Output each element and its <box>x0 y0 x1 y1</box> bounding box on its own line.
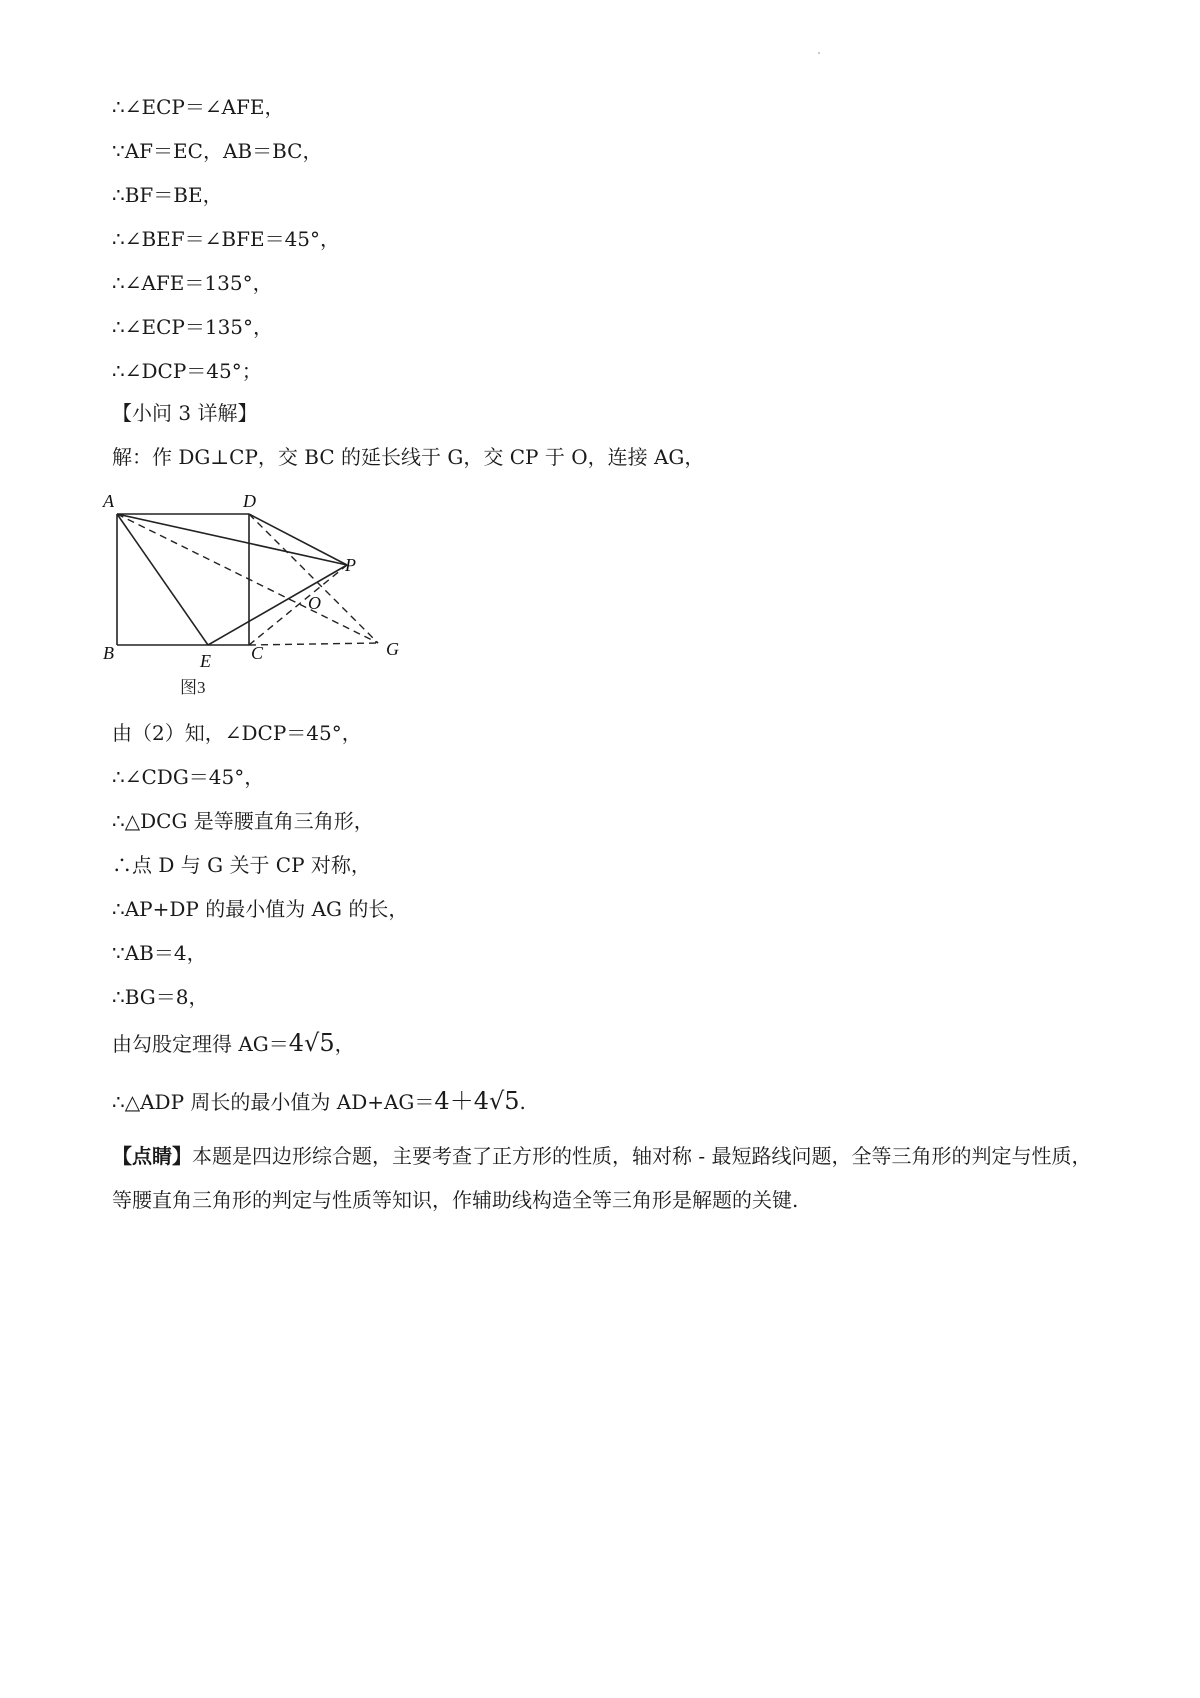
step-5: ∴AP+DP 的最小值为 AG 的长， <box>112 897 409 921</box>
pythagoras-post: ， <box>334 1032 355 1056</box>
segment-dp <box>249 514 347 565</box>
step-6: ∵AB＝4， <box>112 941 207 965</box>
pythagoras-value: 4√5 <box>288 1029 335 1057</box>
segment-cp-dashed <box>249 565 347 645</box>
proof-line-4: ∴∠BEF＝∠BFE＝45°， <box>112 227 341 251</box>
solution-intro: 解：作 DG⊥CP，交 BC 的延长线于 G，交 CP 于 O，连接 AG， <box>112 445 705 469</box>
pythagoras-text: 由勾股定理得 AG＝ <box>112 1032 289 1056</box>
conclusion-line <box>112 1088 526 1115</box>
remark-label: 【点睛】 <box>112 1144 192 1168</box>
segment-ae <box>117 514 208 645</box>
segment-dg-dashed <box>249 514 378 643</box>
label-g: G <box>386 639 399 659</box>
pythagoras-line <box>112 1030 355 1057</box>
scan-dot <box>818 52 820 54</box>
step-7: ∴BG＝8， <box>112 985 209 1009</box>
proof-line-3: ∴BF＝BE， <box>112 183 223 207</box>
proof-line-5: ∴∠AFE＝135°， <box>112 271 273 295</box>
step-3: ∴△DCG 是等腰直角三角形， <box>112 809 374 833</box>
section-heading: 【小问 3 详解】 <box>112 401 258 425</box>
label-d: D <box>243 491 256 511</box>
segment-ep <box>208 565 347 645</box>
step-2: ∴∠CDG＝45°， <box>112 765 265 789</box>
conclusion-value: 4＋4√5 <box>434 1087 520 1115</box>
conclusion-post: . <box>519 1090 526 1114</box>
proof-line-2: ∵AF＝EC，AB＝BC， <box>112 139 323 163</box>
figure-caption: 图3 <box>180 678 206 697</box>
label-b: B <box>103 643 114 663</box>
geometry-figure <box>100 485 420 705</box>
label-c: C <box>251 643 264 663</box>
proof-line-7: ∴∠DCP＝45°； <box>112 359 262 383</box>
proof-line-1: ∴∠ECP＝∠AFE， <box>112 95 285 119</box>
label-a: A <box>103 491 114 511</box>
label-o: O <box>308 593 321 613</box>
remark-paragraph <box>112 1134 1102 1222</box>
label-p: P <box>345 555 356 575</box>
segment-cg-dashed <box>249 643 378 645</box>
step-4: ∴点 D 与 G 关于 CP 对称， <box>112 853 371 877</box>
step-1: 由（2）知，∠DCP＝45°， <box>112 721 362 745</box>
remark-text: 本题是四边形综合题，主要考查了正方形的性质，轴对称 - 最短路线问题，全等三角形的判定与性质，等腰直角三角形的判定与性质等知识，作辅助线构造全等三角形是解题的关键. <box>112 1144 1092 1212</box>
segment-ag-dashed <box>117 514 378 643</box>
proof-line-6: ∴∠ECP＝135°， <box>112 315 274 339</box>
label-e: E <box>200 651 211 671</box>
segment-ap <box>117 514 347 565</box>
conclusion-text: ∴△ADP 周长的最小值为 AD+AG＝ <box>112 1090 435 1114</box>
